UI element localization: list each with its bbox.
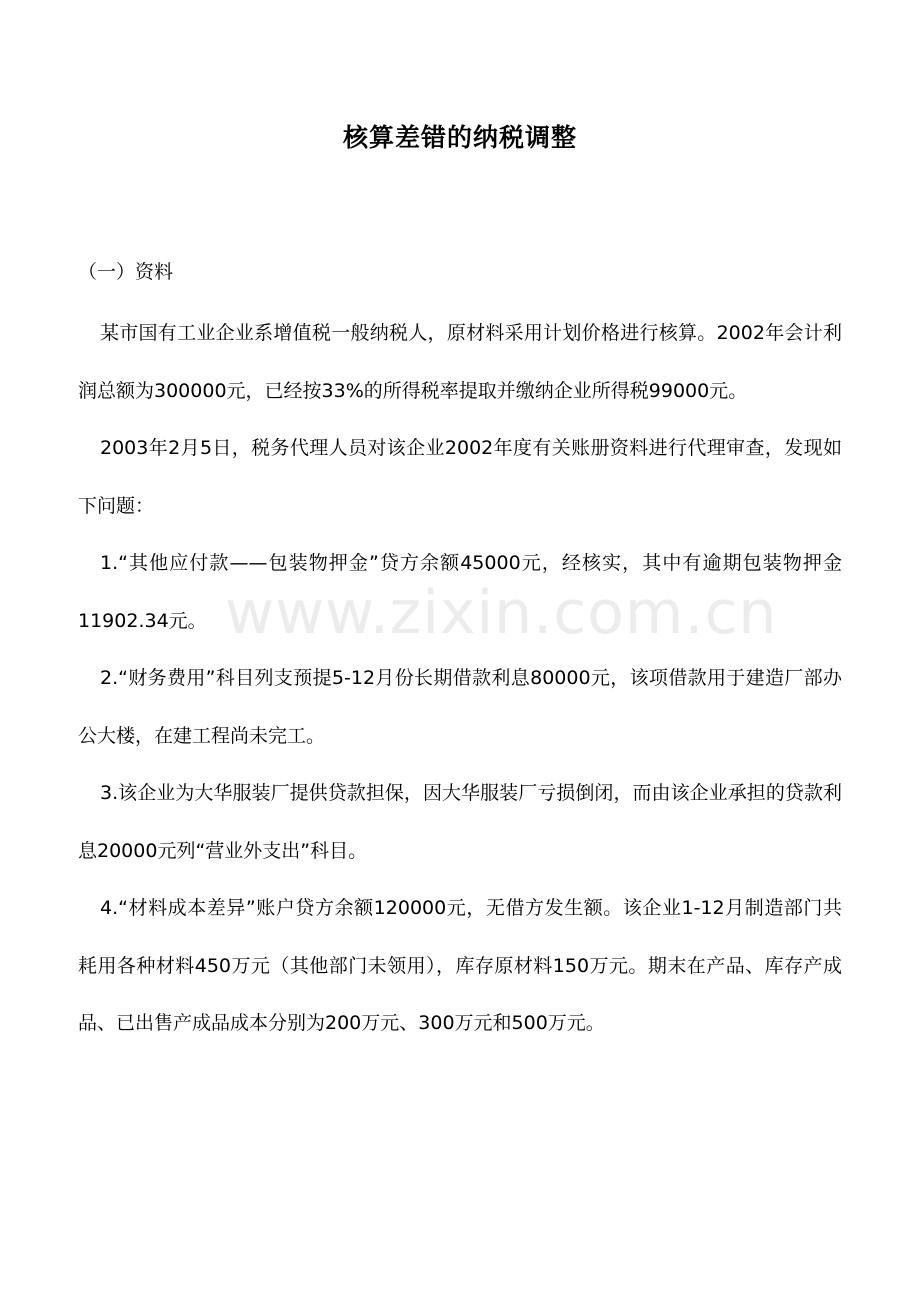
paragraph: 3.该企业为大华服装厂提供贷款担保，因大华服装厂亏损倒闭，而由该企业承担的贷款利息20000元列“营业外支出”科目。 (78, 782, 842, 862)
paragraph: 4.“材料成本差异”账户贷方余额120000元，无借方发生额。该企业1-12月制造部门共耗用各种材料450万元（其他部门未领用），库存原材料150万元。期末在产品、库存产成品、已出售产成品成本分别为200万元、300万元和500万元。 (78, 897, 842, 1034)
watermark: www.zixin.com.cn (225, 578, 778, 648)
body-text (78, 305, 842, 1053)
paragraph: 某市国有工业企业系增值税一般纳税人，原材料采用计划价格进行核算。2002年会计利润总额为300000元，已经按33%的所得税率提取并缴纳企业所得税99000元。 (78, 322, 842, 402)
paragraph: 1.“其他应付款——包装物押金”贷方余额45000元，经核实，其中有逾期包装物押金11902.34元。 (78, 552, 842, 632)
paragraph: 2.“财务费用”科目列支预提5-12月份长期借款利息80000元，该项借款用于建造厂部办公大楼，在建工程尚未完工。 (78, 667, 842, 747)
paragraph: 2003年2月5日，税务代理人员对该企业2002年度有关账册资料进行代理审查，发现如下问题： (78, 437, 842, 517)
section-heading: （一）资料 (78, 261, 174, 283)
document-title: 核算差错的纳税调整 (342, 123, 577, 152)
